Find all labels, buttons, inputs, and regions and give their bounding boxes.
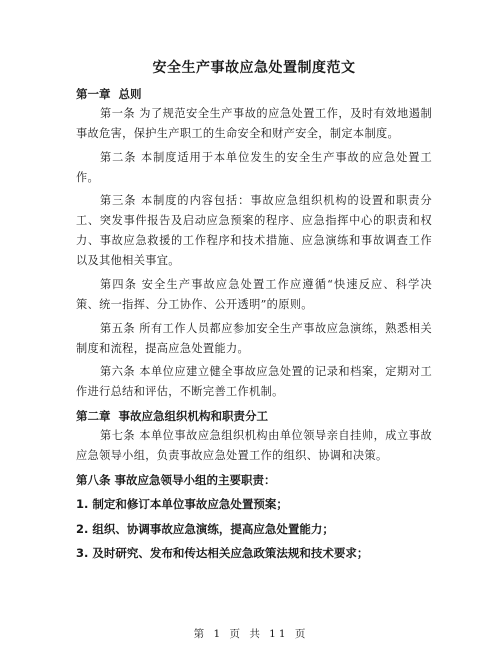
- article-paragraph: 第五条 所有工作人员都应参加安全生产事故应急演练，熟悉相关制度和流程，提高应急处置能力。: [76, 321, 432, 355]
- duty-list-item: 1. 制定和修订本单位事故应急处置预案；: [76, 497, 288, 512]
- article-paragraph: 第七条 本单位事故应急组织机构由单位领导亲自挂帅，成立事故应急领导小组，负责事故应急处置工作的组织、协调和决策。: [76, 429, 432, 463]
- chapter-heading: 第一章 总则: [76, 87, 142, 101]
- article-heading: 第八条 事故应急领导小组的主要职责：: [76, 472, 276, 487]
- article-paragraph: 第六条 本单位应建立健全事故应急处置的记录和档案，定期对工作进行总结和评估，不断完善工作机制。: [76, 365, 432, 399]
- article-paragraph: 第四条 安全生产事故应急处置工作应遵循“快速反应、科学决策、统一指挥、分工协作、公开透明”的原则。: [76, 278, 432, 312]
- article-paragraph: 第一条 为了规范安全生产事故的应急处置工作，及时有效地遏制事故危害，保护生产职工的生命安全和财产安全，制定本制度。: [76, 107, 432, 140]
- document-title: 安全生产事故应急处置制度范文: [152, 60, 356, 76]
- article-paragraph: 第二条 本制度适用于本单位发生的安全生产事故的应急处置工作。: [76, 150, 432, 184]
- chapter-heading: 第二章 事故应急组织机构和职责分工: [76, 409, 269, 424]
- document-body: [76, 58, 432, 568]
- duty-list-item: 2. 组织、协调事故应急演练，提高应急处置能力；: [76, 521, 334, 536]
- duty-list-item: 3. 及时研究、发布和传达相关应急政策法规和技术要求；: [76, 546, 369, 561]
- article-paragraph: 第三条 本制度的内容包括：事故应急组织机构的设置和职责分工、突发事件报告及启动应急预案的程序、应急指挥中心的职责和权力、事故应急救援的工作程序和技术措施、应急演练和事故调查工作以及其他相关事宜。: [76, 194, 432, 268]
- page-number-footer: 第 1 页 共 11 页: [193, 628, 309, 640]
